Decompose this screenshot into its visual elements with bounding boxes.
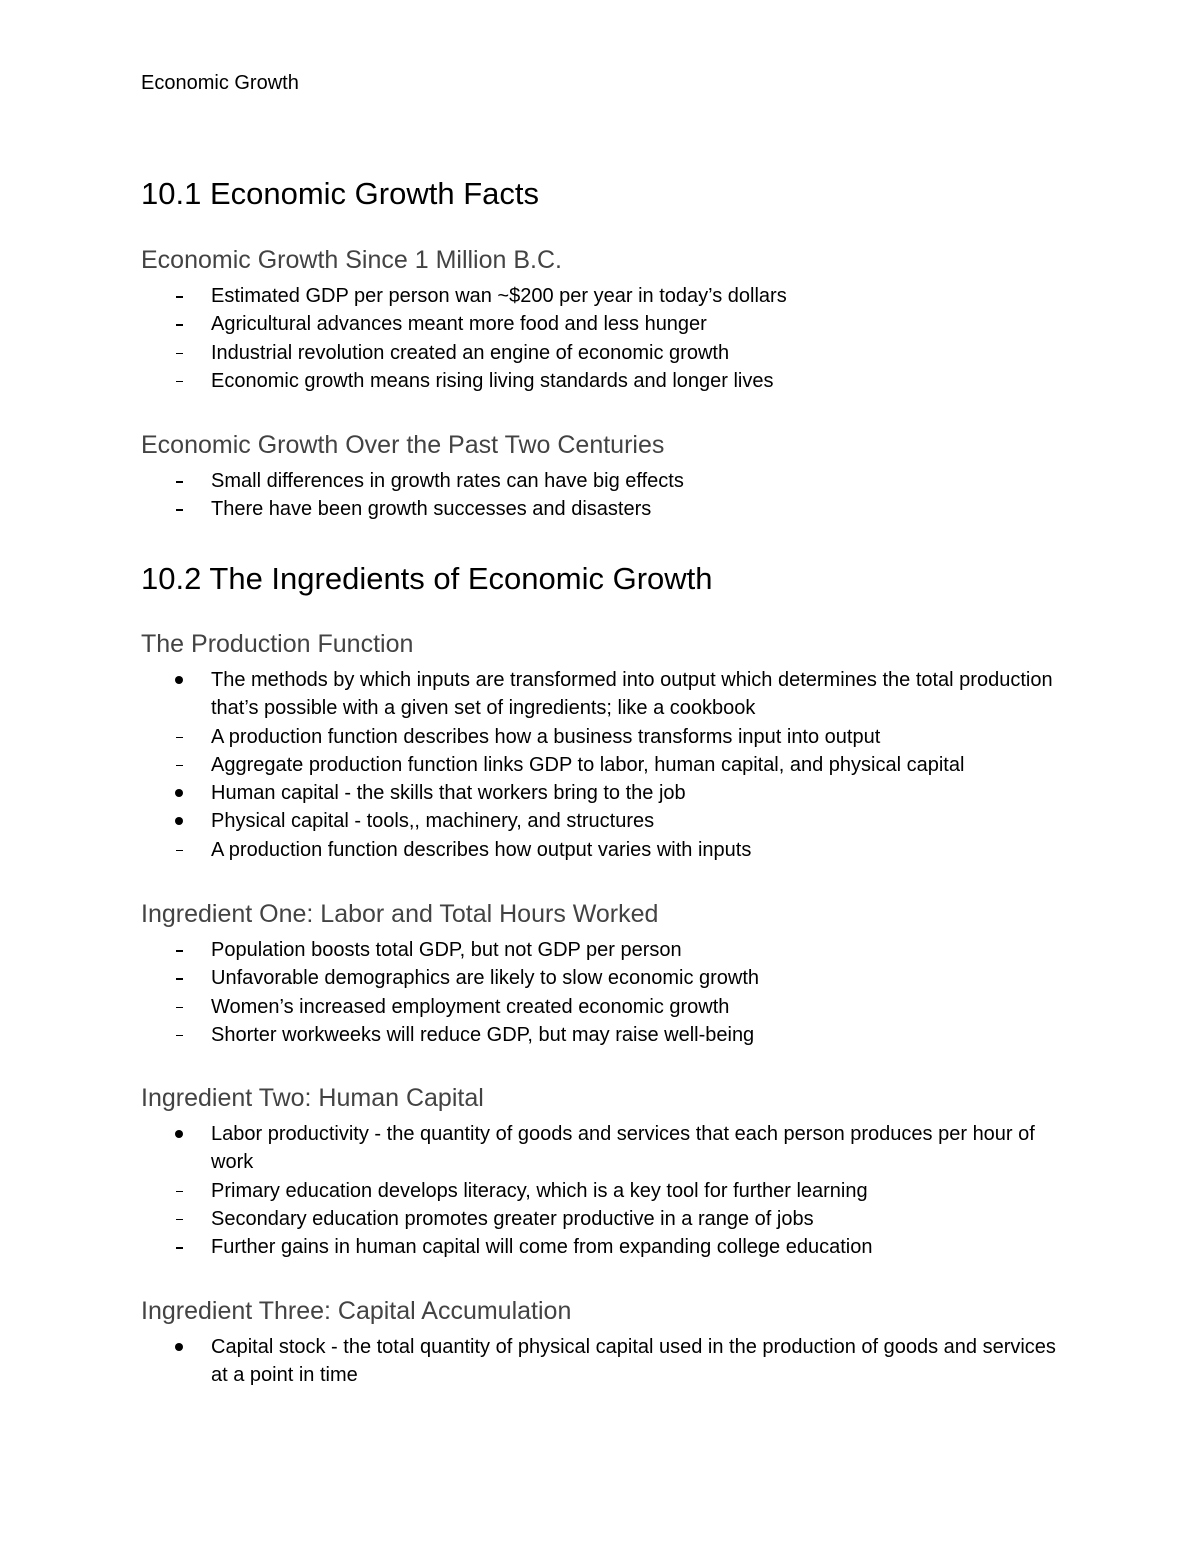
dash-marker-icon — [175, 339, 195, 367]
list-item — [141, 936, 1071, 964]
dash-marker-icon — [175, 467, 195, 495]
list-item-text: Primary education develops literacy, which is a key tool for further learning — [211, 1179, 868, 1202]
list-item — [141, 1120, 1071, 1177]
list-item — [141, 666, 1071, 723]
bullet-marker-icon — [175, 1333, 195, 1361]
list-item — [141, 993, 1071, 1021]
list-item-text: Labor productivity - the quantity of goods and services that each person produces per hour of work — [211, 1123, 1035, 1174]
list-item — [141, 467, 1071, 495]
list-item-text: Industrial revolution created an engine of economic growth — [211, 341, 730, 364]
list-item-text: Secondary education promotes greater productive in a range of jobs — [211, 1207, 814, 1230]
list-item-text: There have been growth successes and disasters — [211, 498, 652, 521]
list-item — [141, 836, 1071, 864]
bullet-marker-icon — [175, 807, 195, 835]
list-item — [141, 1177, 1071, 1205]
list-item-text: Population boosts total GDP, but not GDP per person — [211, 939, 682, 961]
list-item — [141, 1333, 1071, 1390]
page-header: Economic Growth — [141, 72, 299, 94]
list-item — [141, 282, 1071, 310]
list-item — [141, 339, 1071, 367]
dash-marker-icon — [175, 836, 195, 864]
list-item-text: Physical capital - tools,, machinery, and structures — [211, 810, 655, 833]
list-item — [141, 495, 1071, 523]
list-item-text: Human capital - the skills that workers bring to the job — [211, 782, 686, 805]
list-item-text: Capital stock - the total quantity of physical capital used in the production of goods and services at a point in time — [211, 1336, 1056, 1387]
list-item-text: Agricultural advances meant more food and less hunger — [211, 313, 707, 336]
dash-marker-icon — [175, 1205, 195, 1233]
dash-marker-icon — [175, 723, 195, 751]
subsection-heading: Ingredient One: Labor and Total Hours Worked — [141, 900, 659, 928]
list-item-text: Unfavorable demographics are likely to slow economic growth — [211, 967, 760, 990]
dash-marker-icon — [175, 310, 195, 338]
list-item-text: A production function describes how output varies with inputs — [211, 838, 752, 861]
subsection-heading: Ingredient Three: Capital Accumulation — [141, 1297, 572, 1325]
list-item-text: Women’s increased employment created economic growth — [211, 995, 730, 1018]
bullet-list — [141, 467, 1071, 524]
bullet-list — [141, 936, 1071, 1049]
dash-marker-icon — [175, 751, 195, 779]
dash-marker-icon — [175, 964, 195, 992]
list-item-text: A production function describes how a business transforms input into output — [211, 725, 881, 748]
dash-marker-icon — [175, 495, 195, 523]
subsection-heading: Economic Growth Over the Past Two Centuries — [141, 431, 665, 459]
dash-marker-icon — [175, 1233, 195, 1261]
bullet-list — [141, 666, 1071, 864]
list-item — [141, 723, 1071, 751]
list-item — [141, 807, 1071, 835]
dash-marker-icon — [175, 282, 195, 310]
list-item-text: Shorter workweeks will reduce GDP, but may raise well-being — [211, 1023, 755, 1046]
list-item — [141, 751, 1071, 779]
list-item — [141, 1233, 1071, 1261]
list-item-text: Economic growth means rising living standards and longer lives — [211, 369, 774, 392]
bullet-marker-icon — [175, 666, 195, 694]
subsection-heading: Economic Growth Since 1 Million B.C. — [141, 246, 562, 274]
list-item-text: The methods by which inputs are transformed into output which determines the total production that’s possible with a given set of ingredients; like a cookbook — [211, 669, 1053, 720]
list-item — [141, 964, 1071, 992]
bullet-list — [141, 1333, 1071, 1390]
dash-marker-icon — [175, 936, 195, 964]
dash-marker-icon — [175, 367, 195, 395]
list-item — [141, 779, 1071, 807]
bullet-marker-icon — [175, 779, 195, 807]
section-heading: 10.1 Economic Growth Facts — [141, 176, 539, 211]
dash-marker-icon — [175, 993, 195, 1021]
bullet-marker-icon — [175, 1120, 195, 1148]
list-item — [141, 1021, 1071, 1049]
list-item — [141, 310, 1071, 338]
bullet-list — [141, 1120, 1071, 1261]
dash-marker-icon — [175, 1021, 195, 1049]
list-item-text: Small differences in growth rates can have big effects — [211, 470, 684, 492]
subsection-heading: Ingredient Two: Human Capital — [141, 1084, 484, 1112]
list-item-text: Estimated GDP per person wan ~$200 per year in today’s dollars — [211, 285, 787, 307]
dash-marker-icon — [175, 1177, 195, 1205]
list-item-text: Further gains in human capital will come from expanding college education — [211, 1236, 873, 1259]
subsection-heading: The Production Function — [141, 630, 414, 658]
bullet-list — [141, 282, 1071, 395]
list-item-text: Aggregate production function links GDP to labor, human capital, and physical capital — [211, 753, 965, 776]
list-item — [141, 1205, 1071, 1233]
section-heading: 10.2 The Ingredients of Economic Growth — [141, 561, 713, 596]
list-item — [141, 367, 1071, 395]
